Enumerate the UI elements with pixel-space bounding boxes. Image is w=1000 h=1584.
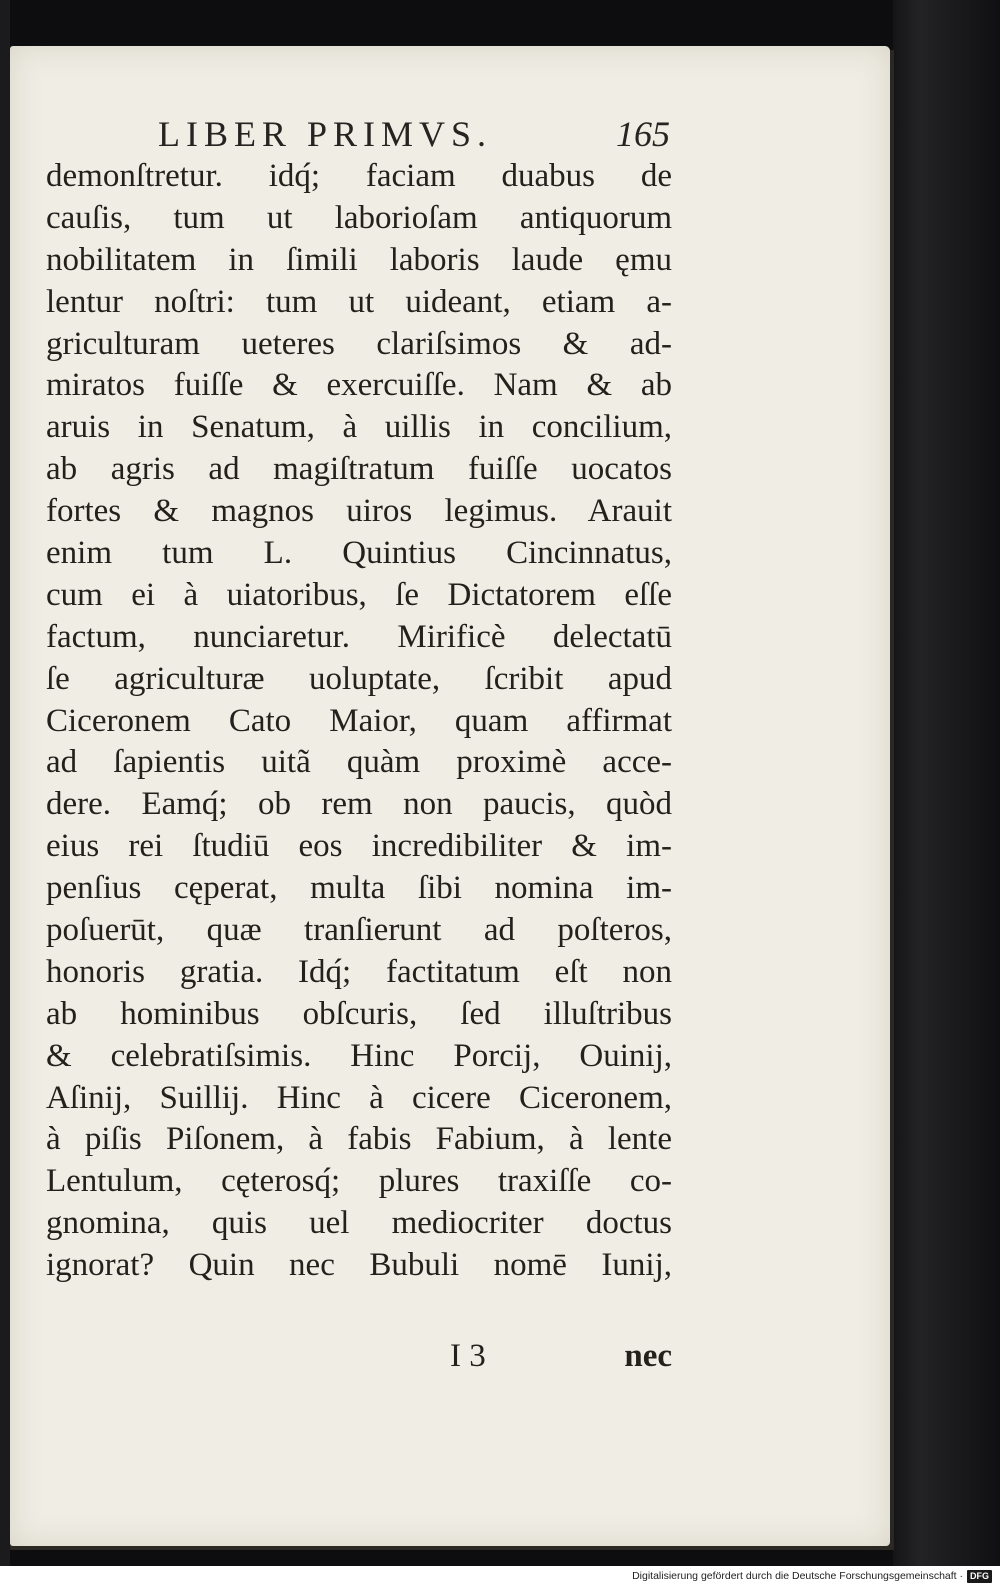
text-line: dere. Eamq́; ob rem non paucis, quòd: [46, 786, 672, 823]
text-line: ignorat? Quin nec Bubuli nomē Iunij,: [46, 1247, 672, 1284]
text-line: penſius cęperat, multa ſibi nomina im-: [46, 870, 672, 907]
text-line: aruis in Senatum, à uillis in concilium,: [46, 409, 672, 446]
scan-left-edge: [0, 0, 10, 1566]
page-number: 165: [616, 114, 670, 154]
credit-text: Digitalisierung gefördert durch die Deutsche Forschungsgemeinschaft ·: [632, 1570, 963, 1582]
text-line: poſuerūt, quæ tranſierunt ad poſteros,: [46, 912, 672, 949]
text-line: gnomina, quis uel mediocriter doctus: [46, 1205, 672, 1242]
running-head-title: LIBER PRIMVS.: [158, 114, 493, 154]
text-line: Aſinij, Suillij. Hinc à cicere Ciceronem,: [46, 1079, 672, 1116]
text-line: fortes & magnos uiros legimus. Arauit: [46, 493, 672, 530]
body-text: [46, 156, 672, 1287]
text-line: lentur noſtri: tum ut uideant, etiam a-: [46, 283, 672, 320]
text-line: & celebratiſsimis. Hinc Porcij, Ouinij,: [46, 1037, 672, 1074]
text-line: enim tum L. Quintius Cincinnatus,: [46, 535, 672, 572]
text-line: ab agris ad magiſtratum fuiſſe uocatos: [46, 451, 672, 488]
text-line: cum ei à uiatoribus, ſe Dictatorem eſſe: [46, 576, 672, 613]
text-line: à piſis Piſonem, à fabis Fabium, à lente: [46, 1121, 672, 1158]
facing-page-edge: [893, 0, 1000, 1566]
book-page: [10, 46, 890, 1546]
text-line: honoris gratia. Idq́; factitatum eſt non: [46, 953, 672, 990]
digitization-credit: [632, 1568, 992, 1584]
running-head: [50, 112, 670, 156]
signature-mark: I 3: [450, 1338, 486, 1374]
text-line: ab hominibus obſcuris, ſed illuſtribus: [46, 995, 672, 1032]
text-line: ſe agriculturæ uoluptate, ſcribit apud: [46, 660, 672, 697]
text-line: factum, nunciaretur. Mirificè delectatū: [46, 618, 672, 655]
catchword: nec: [624, 1338, 672, 1374]
text-line: cauſis, tum ut laborioſam antiquorum: [46, 199, 672, 236]
text-line: griculturam ueteres clariſsimos & ad-: [46, 325, 672, 362]
dfg-logo: DFG: [967, 1570, 992, 1583]
text-line: Ciceronem Cato Maior, quam affirmat: [46, 702, 672, 739]
text-line: demonſtretur. idq́; faciam duabus de: [46, 158, 672, 194]
signature-line: [450, 1334, 672, 1378]
text-line: Lentulum, cęterosq́; plures traxiſſe co-: [46, 1163, 672, 1200]
text-line: ad ſapientis uitã quàm proximè acce-: [46, 744, 672, 781]
text-line: miratos fuiſſe & exercuiſſe. Nam & ab: [46, 367, 672, 404]
text-line: eius rei ſtudiū eos incredibiliter & im-: [46, 828, 672, 865]
text-line: nobilitatem in ſimili laboris laude ęmu: [46, 241, 672, 278]
